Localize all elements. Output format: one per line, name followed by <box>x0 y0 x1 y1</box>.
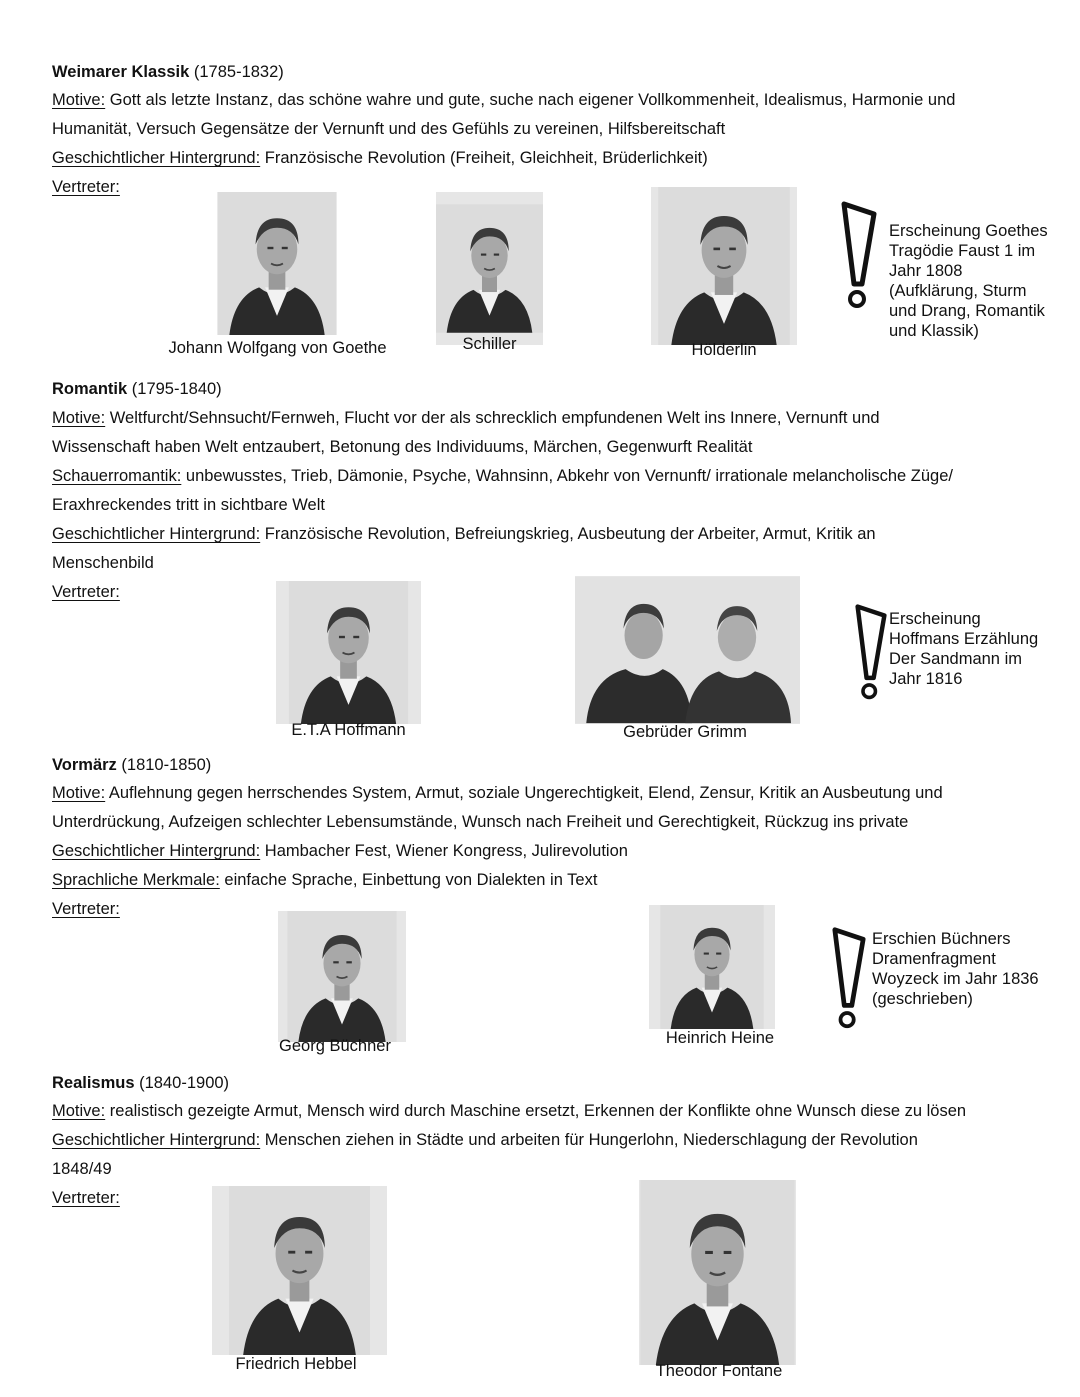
schauerromantik-label: Schauerromantik: <box>52 467 182 485</box>
history-label: Geschichtlicher Hintergrund: <box>52 842 261 860</box>
motive-line-2: Humanität, Versuch Gegensätze der Vernunft und des Gefühls zu vereinen, Hilfsbereitschaft <box>52 120 726 138</box>
section-heading-vormaerz <box>52 754 1060 776</box>
history-line-2: 1848/49 <box>52 1160 112 1178</box>
history-line: Geschichtlicher Hintergrund: Französische Revolution, Befreiungskrieg, Ausbeutung der Arbeiter, Armut, Kritik an <box>52 525 876 543</box>
motive-label: Motive: <box>52 1102 106 1120</box>
section-heading-klassik <box>52 61 1060 83</box>
note-faust: Erscheinung Goethes Tragödie Faust 1 im Jahr 1808 (Aufklärung, Sturm und Drang, Romantik und Klassik) <box>889 222 1048 340</box>
section-title: Romantik <box>52 380 128 398</box>
section-heading-romantik <box>52 378 1060 400</box>
motive-line: Motive: Weltfurcht/Sehnsucht/Fernweh, Flucht vor der als schrecklich empfundenen Welt ins Innere, Vernunft und <box>52 409 880 427</box>
portrait-grimm <box>575 576 800 724</box>
section-title: Realismus <box>52 1074 135 1092</box>
history-label: Geschichtlicher Hintergrund: <box>52 149 261 167</box>
section-title: Vormärz <box>52 756 117 774</box>
caption-heine: Heinrich Heine <box>665 1029 775 1047</box>
history-label: Geschichtlicher Hintergrund: <box>52 1131 261 1149</box>
vertreter-label: Vertreter: <box>52 900 120 918</box>
history-label: Geschichtlicher Hintergrund: <box>52 525 261 543</box>
exclamation-icon <box>829 926 869 1030</box>
motive-line: Motive: Auflehnung gegen herrschendes System, Armut, soziale Ungerechtigkeit, Elend, Zensur, Kritik an Ausbeutung und <box>52 784 943 802</box>
portrait-goethe <box>216 192 338 335</box>
history-line: Geschichtlicher Hintergrund: Französische Revolution (Freiheit, Gleichheit, Brüderlichkeit) <box>52 149 708 167</box>
section-years: (1795-1840) <box>131 380 222 398</box>
caption-fontane: Theodor Fontane <box>655 1362 783 1380</box>
history-line-2: Menschenbild <box>52 554 154 572</box>
portrait-heine <box>649 905 775 1029</box>
sprache-line: Sprachliche Merkmale: einfache Sprache, Einbettung von Dialekten in Text <box>52 871 598 889</box>
section-years: (1785-1832) <box>193 63 284 81</box>
history-line: Geschichtlicher Hintergrund: Menschen ziehen in Städte und arbeiten für Hungerlohn, Niederschlagung der Revolution <box>52 1131 918 1149</box>
schauerromantik-line-2: Eraxhreckendes tritt in sichtbare Welt <box>52 496 325 514</box>
section-years: (1840-1900) <box>139 1074 230 1092</box>
caption-goethe: Johann Wolfgang von Goethe <box>168 339 387 357</box>
vertreter-label: Vertreter: <box>52 583 120 601</box>
section-heading-realismus <box>52 1072 1060 1094</box>
caption-hoffmann: E.T.A Hoffmann <box>291 721 406 739</box>
note-sandmann: Erscheinung Hoffmans Erzählung Der Sandmann im Jahr 1816 <box>889 610 1039 688</box>
portrait-fontane <box>639 1180 796 1365</box>
motive-label: Motive: <box>52 409 106 427</box>
caption-grimm: Gebrüder Grimm <box>623 723 747 741</box>
vertreter-label: Vertreter: <box>52 1189 120 1207</box>
motive-line-2: Wissenschaft haben Welt entzaubert, Betonung des Individuums, Märchen, Gegenwurft Realität <box>52 438 753 456</box>
note-woyzeck: Erschien Büchners Dramenfragment Woyzeck im Jahr 1836 (geschrieben) <box>872 930 1039 1008</box>
caption-hebbel: Friedrich Hebbel <box>235 1355 357 1373</box>
motive-line-2: Unterdrückung, Aufzeigen schlechter Lebensumstände, Wunsch nach Freiheit und Gerechtigkeit, Rückzug ins private <box>52 813 909 831</box>
section-title: Weimarer Klassik <box>52 63 190 81</box>
exclamation-icon <box>838 200 880 310</box>
exclamation-icon <box>852 603 890 701</box>
portrait-buechner <box>278 911 406 1042</box>
portrait-hoelderlin <box>651 187 797 345</box>
caption-schiller: Schiller <box>462 335 517 353</box>
vertreter-label: Vertreter: <box>52 178 120 196</box>
schauerromantik-line: Schauerromantik: unbewusstes, Trieb, Dämonie, Psyche, Wahnsinn, Abkehr von Vernunft/ irrationale melancholische Züge/ <box>52 467 953 485</box>
caption-buechner: Georg Büchner <box>279 1037 391 1055</box>
caption-hoelderlin: Hölderlin <box>691 341 757 359</box>
motive-line: Motive: Gott als letzte Instanz, das schöne wahre und gute, suche nach eigener Vollkommenheit, Idealismus, Harmonie und <box>52 91 956 109</box>
portrait-hebbel <box>212 1186 387 1355</box>
motive-line: Motive: realistisch gezeigte Armut, Mensch wird durch Maschine ersetzt, Erkennen der Konflikte ohne Wunsch diese zu lösen <box>52 1102 967 1120</box>
section-years: (1810-1850) <box>121 756 212 774</box>
history-line: Geschichtlicher Hintergrund: Hambacher Fest, Wiener Kongress, Julirevolution <box>52 842 628 860</box>
motive-label: Motive: <box>52 91 106 109</box>
portrait-schiller <box>436 192 543 345</box>
sprache-label: Sprachliche Merkmale: <box>52 871 220 889</box>
motive-label: Motive: <box>52 784 106 802</box>
portrait-hoffmann <box>276 581 421 724</box>
